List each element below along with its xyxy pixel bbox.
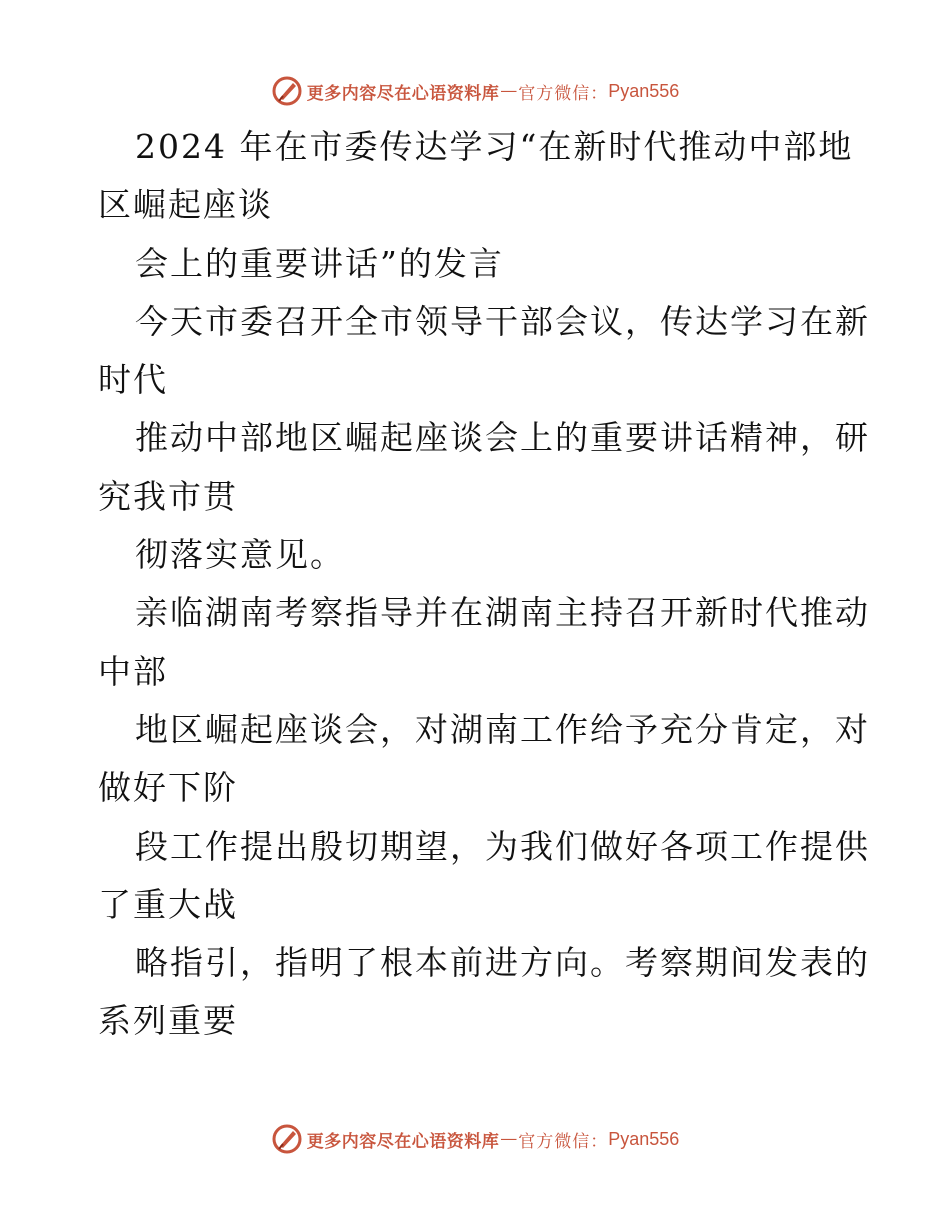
watermark-dash: — [500,1129,518,1149]
text-line: 中部 [98,651,168,691]
text-line: 亲临湖南考察指导并在湖南主持召开新时代推动 [135,593,870,633]
watermark-wechat-id: Pyan556 [608,80,680,101]
text-line: 区崛起座谈 [98,185,273,225]
watermark-site-text: 更多内容尽在心语资料库 [306,1131,500,1152]
text-line: 究我市贯 [98,476,238,516]
watermark-wechat-id: Pyan556 [608,1128,680,1149]
text-line: 推动中部地区崛起座谈会上的重要讲话精神，研 [135,418,870,458]
watermark-wechat-label: 官方微信： [518,1131,609,1152]
header-watermark [0,71,950,111]
document-body [98,118,870,1051]
text-line: 段工作提出殷切期望，为我们做好各项工作提供 [135,826,870,866]
text-line: 略指引，指明了根本前进方向。考察期间发表的 [135,943,870,983]
text-line: 系列重要 [98,1001,238,1041]
watermark-wechat-label: 官方微信： [518,83,609,104]
text-line: 彻落实意见。 [135,535,345,575]
footer-watermark [0,1119,950,1159]
text-line: 了重大战 [98,884,238,924]
text-line: 2024 年在市委传达学习“在新时代推动中部地 [135,127,854,166]
text-line: 地区崛起座谈会，对湖南工作给予充分肯定，对 [135,709,870,749]
feather-pen-circle-icon [271,1123,303,1155]
text-line: 今天市委召开全市领导干部会议，传达学习在新 [135,301,870,341]
watermark-site-text: 更多内容尽在心语资料库 [306,83,500,104]
text-line: 做好下阶 [98,768,238,808]
watermark-dash: — [500,81,518,101]
text-line: 时代 [98,360,168,400]
feather-pen-circle-icon [271,75,303,107]
text-line: 会上的重要讲话”的发言 [135,243,504,283]
